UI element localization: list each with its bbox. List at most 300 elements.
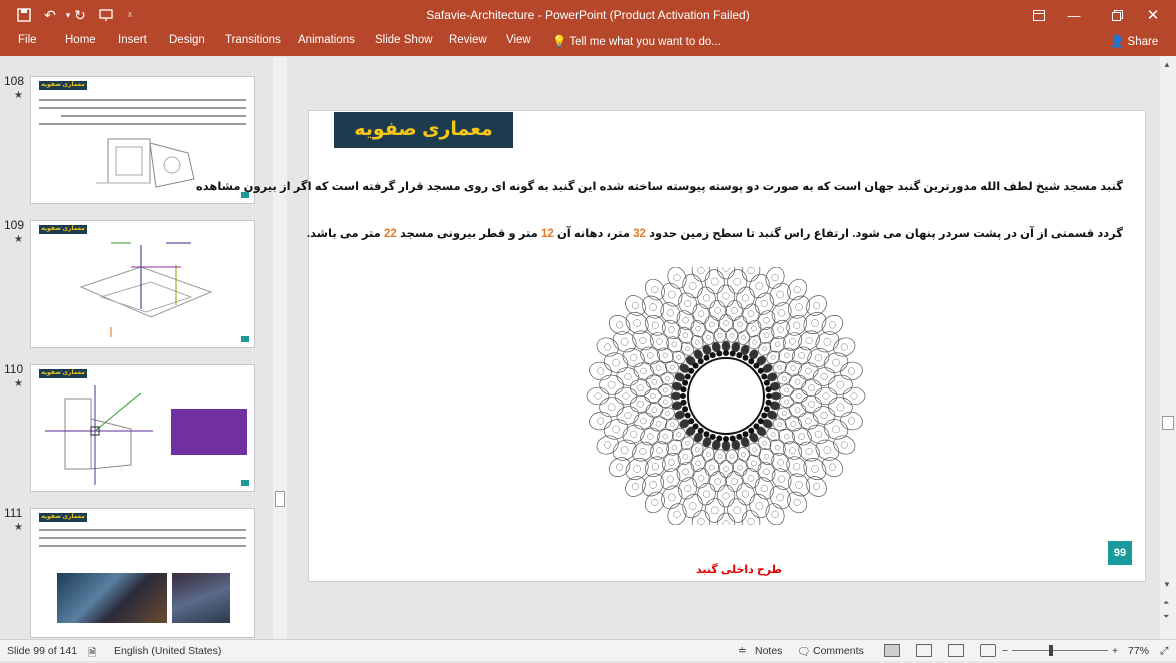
dome-petal	[588, 410, 613, 432]
dome-petal	[654, 345, 676, 366]
dome-petal-detail	[689, 502, 696, 509]
dome-petal	[818, 311, 846, 338]
dome-petal-detail	[815, 354, 822, 361]
dome-petal-detail	[742, 295, 749, 302]
dome-petal	[587, 387, 609, 405]
dome-petal-detail	[748, 475, 754, 481]
dome-petal-detail	[604, 442, 611, 449]
dome-petal-detail	[647, 434, 653, 440]
tab-file[interactable]: File	[18, 34, 37, 46]
dome-petal	[606, 311, 634, 338]
floor-plan-drawing	[96, 133, 206, 195]
dome-petal-detail	[848, 368, 855, 375]
dome-bead	[761, 413, 767, 419]
dome-interior-pattern[interactable]	[586, 267, 866, 525]
dome-petal-detail	[772, 511, 779, 518]
dome-bead	[680, 393, 686, 399]
dome-petal-detail	[698, 311, 704, 317]
dome-petal	[763, 501, 788, 525]
dome-petal-detail	[685, 441, 689, 445]
slide-paragraph-line-2[interactable]: گردد قسمتی از آن در پشت سردر پنهان می شود. ارتفاع راس گنبد تا سطح زمین حدود 32 متر، دهانه آن 12 متر و قطر بیرونی مسجد 22 متر می باشد.	[306, 228, 1123, 240]
dome-petal-detail	[771, 433, 775, 437]
dome-photo-1	[57, 573, 167, 623]
dome-petal	[664, 334, 686, 356]
dome-petal	[696, 285, 718, 310]
dome-petal	[828, 397, 854, 418]
dome-petal-detail	[724, 467, 729, 472]
dome-petal-detail	[730, 455, 734, 459]
thumbnail-number: 110	[4, 362, 24, 376]
dome-petal-detail	[630, 431, 637, 438]
dome-petal	[621, 472, 649, 500]
dome-petal-detail	[742, 491, 749, 498]
dome-petal	[641, 276, 668, 304]
dome-petal-detail	[795, 379, 800, 384]
dome-petal	[767, 437, 789, 459]
dome-petal-detail	[753, 340, 757, 344]
dome-petal-detail	[799, 353, 805, 359]
dome-petal	[641, 453, 669, 481]
dome-petal	[654, 426, 676, 447]
dome-petal-detail	[641, 368, 647, 374]
thumbnail-title: معماری صفویه	[39, 513, 87, 522]
dome-petal-detail	[696, 326, 701, 331]
previous-slide-icon[interactable]: ⏶	[1163, 598, 1170, 607]
dome-petal	[641, 488, 668, 516]
dome-petal-detail	[612, 426, 619, 433]
dome-petal	[638, 344, 663, 368]
thumbnail-slide-109[interactable]	[30, 220, 255, 348]
dome-petal-detail	[677, 355, 681, 359]
undo-icon[interactable]: ↶	[44, 6, 56, 23]
dome-bead	[764, 380, 770, 386]
dome-bead	[723, 436, 729, 442]
slide-counter: Slide 99 of 141	[7, 645, 78, 657]
dome-petal	[726, 328, 739, 343]
animation-star-icon: ★	[14, 90, 23, 101]
dome-petal	[658, 384, 673, 397]
dome-petal-detail	[813, 483, 820, 490]
dome-petal-detail	[637, 385, 643, 391]
dome-petal	[839, 360, 864, 382]
dome-petal-detail	[829, 322, 836, 329]
fit-to-window-icon[interactable]: ⤢	[1160, 645, 1169, 657]
dome-petal-detail	[684, 485, 691, 492]
dome-petal-detail	[832, 359, 839, 366]
dome-petal	[783, 453, 811, 481]
person-icon: 👤	[1110, 36, 1125, 48]
dome-bead	[758, 418, 764, 424]
tell-me-text: Tell me what you want to do...	[569, 36, 721, 48]
scroll-thumb[interactable]	[275, 491, 285, 507]
language-indicator[interactable]: English (United States)	[114, 645, 222, 657]
dome-petal-detail	[821, 412, 828, 419]
lightbulb-icon: 💡	[552, 36, 567, 48]
dome-petal-detail	[616, 464, 623, 471]
dome-petal-detail	[784, 353, 789, 358]
slide-sorter-icon[interactable]	[916, 644, 932, 657]
dome-petal	[783, 311, 811, 339]
dome-petal-detail	[778, 327, 784, 333]
dome-petal-detail	[738, 465, 743, 470]
dome-petal-detail	[715, 479, 721, 485]
span-value: 12	[540, 228, 554, 240]
dome-petal-detail	[652, 408, 657, 413]
dome-petal	[615, 366, 640, 388]
dome-oculus	[688, 358, 764, 434]
dome-petal-detail	[829, 464, 836, 471]
dome-petal-detail	[647, 353, 653, 359]
dome-petal-detail	[756, 502, 763, 509]
restore-icon[interactable]	[1106, 4, 1128, 26]
slide-page-number: 99	[1108, 541, 1132, 565]
dome-petal-detail	[797, 394, 802, 399]
dome-petal-detail	[764, 317, 770, 323]
height-value: 32	[633, 228, 646, 240]
current-slide[interactable]	[195, 110, 1146, 582]
dome-petal	[709, 300, 727, 321]
zoom-in-icon[interactable]: +	[1112, 645, 1119, 657]
tab-home[interactable]: Home	[65, 34, 96, 46]
dome-petal	[630, 379, 651, 397]
tab-animations[interactable]: Animations	[298, 34, 355, 46]
normal-view-icon[interactable]	[884, 644, 900, 657]
dome-petal	[735, 285, 757, 310]
tab-transitions[interactable]: Transitions	[225, 34, 281, 46]
dome-petal-detail	[625, 412, 632, 419]
scroll-thumb[interactable]	[1162, 416, 1174, 430]
dome-petal-detail	[674, 511, 681, 518]
ribbon-display-icon[interactable]	[1028, 4, 1050, 26]
dome-bead	[758, 368, 764, 374]
dome-petal-detail	[641, 418, 647, 424]
dome-petal-detail	[809, 401, 815, 407]
dome-petal-detail	[684, 300, 691, 307]
dome-petal-detail	[595, 393, 602, 400]
dome-petal-detail	[730, 333, 734, 337]
zoom-slider-handle[interactable]	[1049, 645, 1053, 656]
dome-petal	[675, 324, 696, 346]
dome-petal	[755, 459, 779, 484]
dome-petal	[599, 374, 625, 395]
thumbnail-title: معماری صفویه	[39, 369, 87, 378]
thumbnail-number: 108	[4, 74, 25, 88]
share-label: Share	[1127, 36, 1159, 48]
dome-petal-detail	[764, 469, 770, 475]
scroll-up-icon[interactable]: ▲	[1163, 60, 1171, 69]
tab-slide-show[interactable]: Slide Show	[375, 34, 433, 46]
dome-bead	[698, 358, 704, 364]
dome-petal	[756, 324, 777, 346]
redo-icon[interactable]: ↻	[74, 6, 86, 23]
dome-petal-detail	[795, 481, 802, 488]
dome-petal	[658, 396, 673, 409]
dome-petal	[727, 269, 748, 295]
dome-petal-detail	[667, 310, 674, 317]
dome-petal-detail	[795, 408, 800, 413]
dome-petal	[727, 498, 748, 524]
dome-petal-detail	[657, 448, 663, 454]
thumbnail-title: معماری صفویه	[39, 81, 87, 90]
comments-button[interactable]: Comments	[813, 645, 864, 657]
dome-petal	[717, 285, 735, 307]
dome-petal	[709, 471, 727, 492]
dome-bead	[730, 351, 736, 357]
dome-petal-detail	[696, 461, 701, 466]
dome-petal-detail	[805, 368, 811, 374]
dome-bead	[743, 431, 749, 437]
dome-petal-detail	[764, 454, 769, 459]
tab-design[interactable]: Design	[169, 34, 205, 46]
dome-petal-detail	[763, 441, 767, 445]
dome-petal	[675, 446, 696, 468]
dome-bead	[753, 423, 759, 429]
dome-petal-detail	[698, 475, 704, 481]
close-icon[interactable]: ✕	[1146, 7, 1160, 24]
purple-textbox	[171, 409, 247, 455]
dome-petal-detail	[723, 267, 730, 271]
dome-petal-detail	[731, 307, 737, 313]
dome-bead	[748, 428, 754, 434]
dome-petal-detail	[668, 327, 674, 333]
dome-bead	[716, 351, 722, 357]
slide-title[interactable]: معماری صفویه	[334, 112, 513, 148]
dome-petal-detail	[794, 286, 801, 293]
dome-bead	[710, 434, 716, 440]
zoom-level[interactable]: 77%	[1128, 645, 1150, 657]
undo-dropdown-icon[interactable]: ▾	[65, 9, 71, 20]
reading-view-icon[interactable]	[948, 644, 964, 657]
dome-petal-detail	[698, 267, 705, 274]
notes-button[interactable]: Notes	[755, 645, 783, 657]
dome-petal-detail	[806, 448, 813, 455]
dome-petal-detail	[753, 448, 757, 452]
dome-petal	[722, 441, 730, 451]
tell-me-box[interactable]	[552, 34, 721, 48]
slide-paragraph-line-1[interactable]: گنبد مسجد شیخ لطف الله مدورترین گنبد جهان است که به صورت دو پوسته پیوسته ساخته شده این گنبد به گونه ای روی مسجد قرار گرفته است که اگر از بیرون مشاهده	[195, 181, 1123, 193]
dome-petal	[839, 410, 864, 432]
dome-petal-detail	[652, 499, 659, 506]
dome-petal	[630, 395, 651, 413]
dome-petal-detail	[751, 326, 756, 331]
dome-petal	[717, 267, 735, 279]
dome-petal-detail	[782, 376, 786, 380]
dome-petal	[767, 334, 789, 356]
dome-bead	[693, 423, 699, 429]
dome-petal-detail	[848, 418, 855, 425]
dome-petal	[725, 471, 743, 492]
dome-petal-detail	[637, 401, 643, 407]
customize-icon[interactable]: ⩡	[127, 9, 133, 21]
dome-petal-detail	[778, 365, 782, 369]
dome-petal-detail	[621, 338, 628, 345]
dome-petal-detail	[612, 359, 619, 366]
dome-petal-detail	[794, 499, 801, 506]
dome-petal-detail	[616, 322, 623, 329]
dome-bead	[766, 393, 772, 399]
dome-petal-detail	[632, 483, 639, 490]
dome-petal-detail	[651, 394, 656, 399]
dome-petal	[776, 426, 798, 447]
dome-petal-detail	[723, 493, 730, 500]
dome-petal	[606, 454, 634, 481]
dome-photo-2	[172, 573, 230, 623]
dome-petal	[717, 513, 735, 525]
animation-star-icon: ★	[14, 378, 23, 389]
dome-petal-detail	[724, 321, 729, 326]
dome-petal	[671, 392, 681, 400]
dome-petal-detail	[709, 322, 714, 327]
dome-petal-detail	[718, 455, 722, 459]
dome-bead	[681, 386, 687, 392]
tab-insert[interactable]: Insert	[118, 34, 147, 46]
dome-petal-detail	[821, 373, 828, 380]
dome-petal-detail	[668, 494, 675, 501]
dome-petal	[784, 488, 811, 516]
dome-petal-detail	[837, 381, 844, 388]
dome-bead	[753, 363, 759, 369]
dome-petal	[831, 335, 858, 360]
comments-icon[interactable]: 🗨	[797, 646, 811, 658]
dome-petal	[789, 425, 814, 449]
dome-petal	[801, 379, 822, 397]
dome-petal	[714, 449, 727, 464]
thumbnails-scrollbar[interactable]	[273, 57, 287, 639]
dome-petal-detail	[683, 317, 689, 323]
dome-petal	[779, 384, 794, 397]
dome-petal-detail	[668, 291, 675, 298]
dome-petal	[719, 461, 733, 478]
scroll-down-icon[interactable]: ▼	[1163, 580, 1171, 589]
dome-petal-detail	[683, 454, 688, 459]
dome-bead	[766, 386, 772, 392]
dome-petal-detail	[672, 445, 677, 450]
zoom-out-icon[interactable]: −	[1002, 645, 1009, 657]
dome-petal-detail	[640, 448, 647, 455]
dome-petal	[843, 387, 865, 405]
dome-bead	[685, 413, 691, 419]
share-button[interactable]	[1110, 34, 1158, 48]
slideshow-view-icon[interactable]	[980, 644, 996, 657]
dome-petal	[802, 291, 830, 319]
dome-petal-detail	[785, 388, 789, 392]
dome-petal-detail	[666, 412, 670, 416]
image-caption[interactable]: طرح داخلی گنبد	[696, 564, 782, 576]
dome-petal-detail	[734, 507, 741, 514]
editor-scrollbar[interactable]	[1160, 56, 1176, 639]
dome-petal	[645, 389, 662, 403]
dome-petal	[756, 446, 777, 468]
dome-petal-detail	[672, 342, 677, 347]
dome-petal	[818, 454, 846, 481]
minimize-icon[interactable]: —	[1067, 7, 1081, 23]
dome-petal	[812, 405, 837, 427]
thumbnail-slide-111[interactable]	[30, 508, 255, 638]
dome-bead	[698, 428, 704, 434]
dome-petal-detail	[742, 452, 746, 456]
dome-petal-detail	[813, 302, 820, 309]
tab-review[interactable]: Review	[449, 34, 487, 46]
dome-petal	[664, 437, 686, 459]
dome-bead	[693, 363, 699, 369]
dome-petal	[828, 374, 854, 395]
thumbnail-number: 109	[4, 218, 25, 232]
dome-petal	[735, 482, 757, 507]
dome-petal-detail	[809, 385, 815, 391]
thumbnail-slide-110[interactable]	[30, 364, 255, 492]
dome-petal	[714, 328, 727, 343]
dome-petal-detail	[790, 448, 796, 454]
spelling-icon[interactable]: 🗎	[88, 647, 97, 659]
dome-petal-detail	[634, 465, 641, 472]
dome-petal-detail	[630, 354, 637, 361]
dome-petal-detail	[791, 421, 796, 426]
dome-bead	[685, 374, 691, 380]
dome-petal-detail	[723, 521, 730, 525]
dome-petal-detail	[663, 400, 667, 404]
dome-petal-detail	[677, 433, 681, 437]
dome-petal-detail	[763, 347, 767, 351]
dome-petal-detail	[824, 338, 831, 345]
isometric-drawing	[51, 237, 241, 345]
dome-bead	[704, 431, 710, 437]
dome-petal-detail	[695, 448, 699, 452]
dome-petal-detail	[738, 322, 743, 327]
dome-petal-detail	[815, 431, 822, 438]
tab-view[interactable]: View	[506, 34, 531, 46]
zoom-slider[interactable]	[1012, 650, 1108, 651]
dome-bead	[730, 436, 736, 442]
axis-plan-drawing	[35, 379, 165, 489]
notes-icon[interactable]: ≐	[738, 645, 747, 657]
dome-petal	[779, 396, 794, 409]
animation-star-icon: ★	[14, 234, 23, 245]
dome-petal-detail	[683, 469, 689, 475]
dome-petal-detail	[775, 445, 780, 450]
diameter-value: 22	[383, 228, 397, 240]
dome-petal	[704, 269, 725, 295]
dome-petal-detail	[715, 307, 721, 313]
dome-petal-detail	[795, 304, 802, 311]
animation-star-icon: ★	[14, 522, 23, 533]
dome-petal-detail	[608, 381, 615, 388]
dome-petal-detail	[706, 452, 710, 456]
dome-petal-detail	[656, 421, 661, 426]
dome-petal	[615, 405, 640, 427]
dome-petal	[776, 345, 798, 366]
dome-petal-detail	[756, 282, 763, 289]
dome-petal-detail	[703, 295, 710, 302]
dome-petal-detail	[841, 442, 848, 449]
dome-bead	[716, 436, 722, 442]
dome-bead	[748, 358, 754, 364]
dome-petal	[755, 308, 779, 333]
dome-petal-detail	[649, 481, 656, 488]
slide-thumbnails-pane	[0, 56, 290, 639]
dome-petal-detail	[623, 393, 630, 400]
dome-petal-detail	[734, 278, 741, 285]
next-slide-icon[interactable]: ⏷	[1163, 612, 1170, 621]
dome-petal-detail	[709, 465, 714, 470]
dome-petal-detail	[634, 319, 641, 326]
dome-petal-detail	[772, 274, 779, 281]
dome-petal-detail	[791, 366, 796, 371]
dome-petal	[674, 459, 698, 484]
dome-petal	[722, 341, 730, 351]
dome-bead	[761, 374, 767, 380]
dome-petal-detail	[784, 434, 789, 439]
ribbon-tabs	[0, 30, 1176, 56]
